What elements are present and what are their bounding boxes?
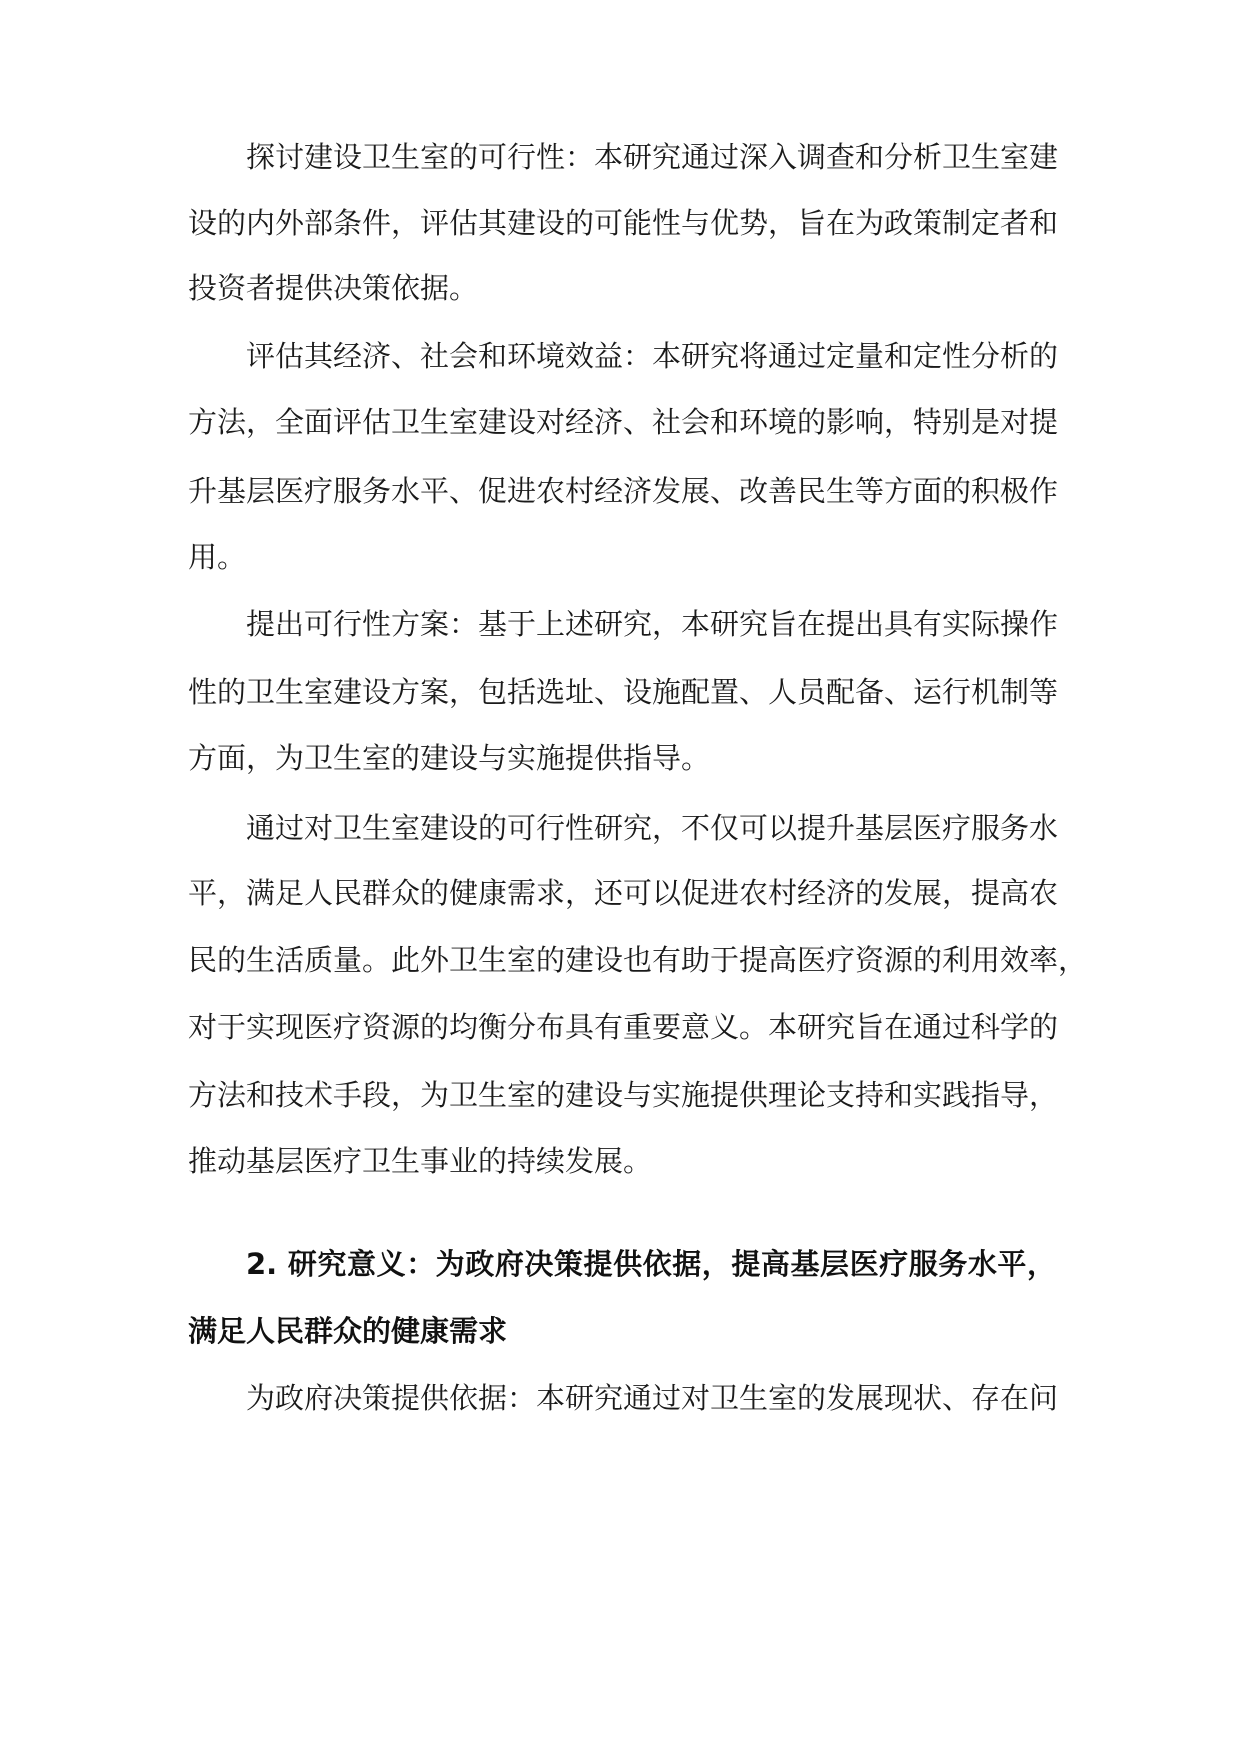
text-line: 性的卫生室建设方案，包括选址、设施配置、人员配备、运行机制等 [188,675,1059,709]
heading-line: 2. 研究意义：为政府决策提供依据，提高基层医疗服务水平， [246,1247,1056,1281]
text-line: 升基层医疗服务水平、促进农村经济发展、改善民生等方面的积极作 [188,474,1059,508]
text-line: 方法，全面评估卫生室建设对经济、社会和环境的影响，特别是对提 [188,405,1059,439]
text-line: 提出可行性方案：基于上述研究，本研究旨在提出具有实际操作 [246,607,1059,641]
text-line: 通过对卫生室建设的可行性研究，不仅可以提升基层医疗服务水 [246,811,1059,845]
text-line: 投资者提供决策依据。 [188,271,479,305]
text-line: 推动基层医疗卫生事业的持续发展。 [188,1144,653,1178]
text-line: 方法和技术手段，为卫生室的建设与实施提供理论支持和实践指导， [188,1078,1059,1112]
text-line: 对于实现医疗资源的均衡分布具有重要意义。本研究旨在通过科学的 [188,1010,1059,1044]
text-line: 民的生活质量。此外卫生室的建设也有助于提高医疗资源的利用效率， [188,943,1088,977]
text-line: 探讨建设卫生室的可行性：本研究通过深入调查和分析卫生室建 [246,140,1059,174]
text-line: 评估其经济、社会和环境效益：本研究将通过定量和定性分析的 [246,339,1059,373]
text-line: 设的内外部条件，评估其建设的可能性与优势，旨在为政策制定者和 [188,206,1059,240]
text-line: 方面，为卫生室的建设与实施提供指导。 [188,741,711,775]
text-line: 平，满足人民群众的健康需求，还可以促进农村经济的发展，提高农 [188,876,1059,910]
text-line: 用。 [188,540,247,574]
heading-line: 满足人民群众的健康需求 [188,1314,508,1348]
text-line: 为政府决策提供依据：本研究通过对卫生室的发展现状、存在问 [246,1381,1059,1415]
